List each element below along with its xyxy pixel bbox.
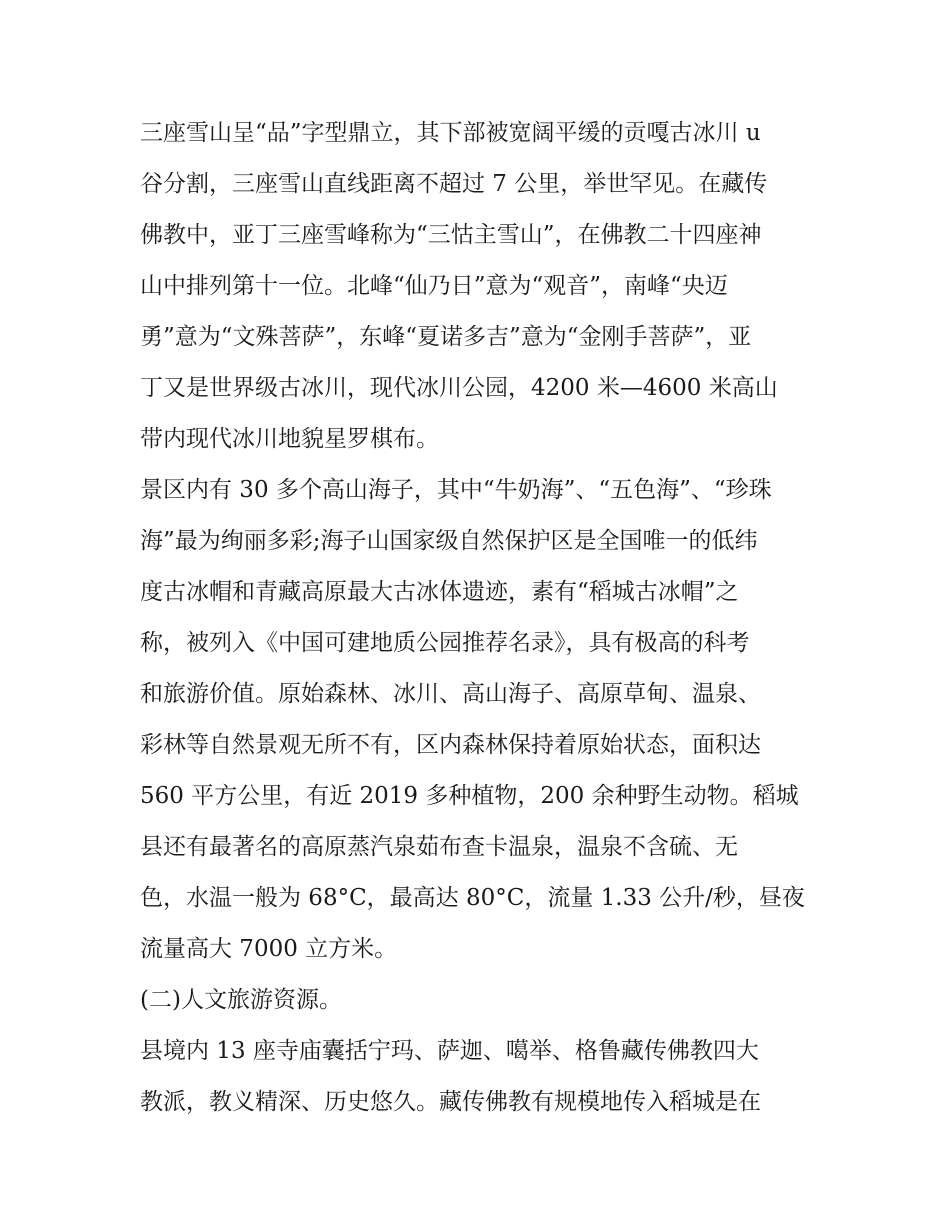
text-line: 度古冰帽和青藏高原最大古冰体遗迹，素有“稻城古冰帽”之 [140, 579, 739, 605]
document-body [140, 108, 812, 1128]
text-line: 称，被列入《中国可建地质公园推荐名录》，具有极高的科考 [140, 630, 750, 656]
text-line: 三座雪山呈“品”字型鼎立，其下部被宽阔平缓的贡嘎古冰川 u [140, 120, 761, 146]
text-line: 山中排列第十一位。北峰“仙乃日”意为“观音”，南峰“央迈 [140, 273, 728, 299]
text-line: 丁又是世界级古冰川，现代冰川公园，4200 米—4600 米高山 [140, 375, 778, 401]
section-heading: (二)人文旅游资源。 [140, 987, 342, 1013]
text-line: 带内现代冰川地貌星罗棋布。 [140, 426, 439, 452]
text-line: 县境内 13 座寺庙囊括宁玛、萨迦、噶举、格鲁藏传佛教四大 [140, 1038, 759, 1064]
text-line: 景区内有 30 多个高山海子，其中“牛奶海”、“五色海”、“珍珠 [140, 477, 772, 503]
text-line: 勇”意为“文殊菩萨”，东峰“夏诺多吉”意为“金刚手菩萨”，亚 [140, 324, 752, 350]
text-line: 谷分割，三座雪山直线距离不超过 7 公里，举世罕见。在藏传 [140, 171, 768, 197]
text-line: 560 平方公里，有近 2019 多种植物，200 余种野生动物。稻城 [140, 783, 799, 809]
text-line: 县还有最著名的高原蒸汽泉茹布查卡温泉，温泉不含硫、无 [140, 834, 738, 860]
text-line: 教派，教义精深、历史悠久。藏传佛教有规模地传入稻城是在 [140, 1089, 761, 1115]
text-line: 彩林等自然景观无所不有，区内森林保持着原始状态，面积达 [140, 732, 761, 758]
text-line: 色，水温一般为 68°C，最高达 80°C，流量 1.33 公升/秒，昼夜 [140, 885, 805, 911]
text-line: 海”最为绚丽多彩;海子山国家级自然保护区是全国唯一的低纬 [140, 528, 758, 554]
text-line: 和旅游价值。原始森林、冰川、高山海子、高原草甸、温泉、 [140, 681, 761, 707]
text-line: 流量高大 7000 立方米。 [140, 936, 398, 962]
text-line: 佛教中，亚丁三座雪峰称为“三怙主雪山”，在佛教二十四座神 [140, 222, 762, 248]
